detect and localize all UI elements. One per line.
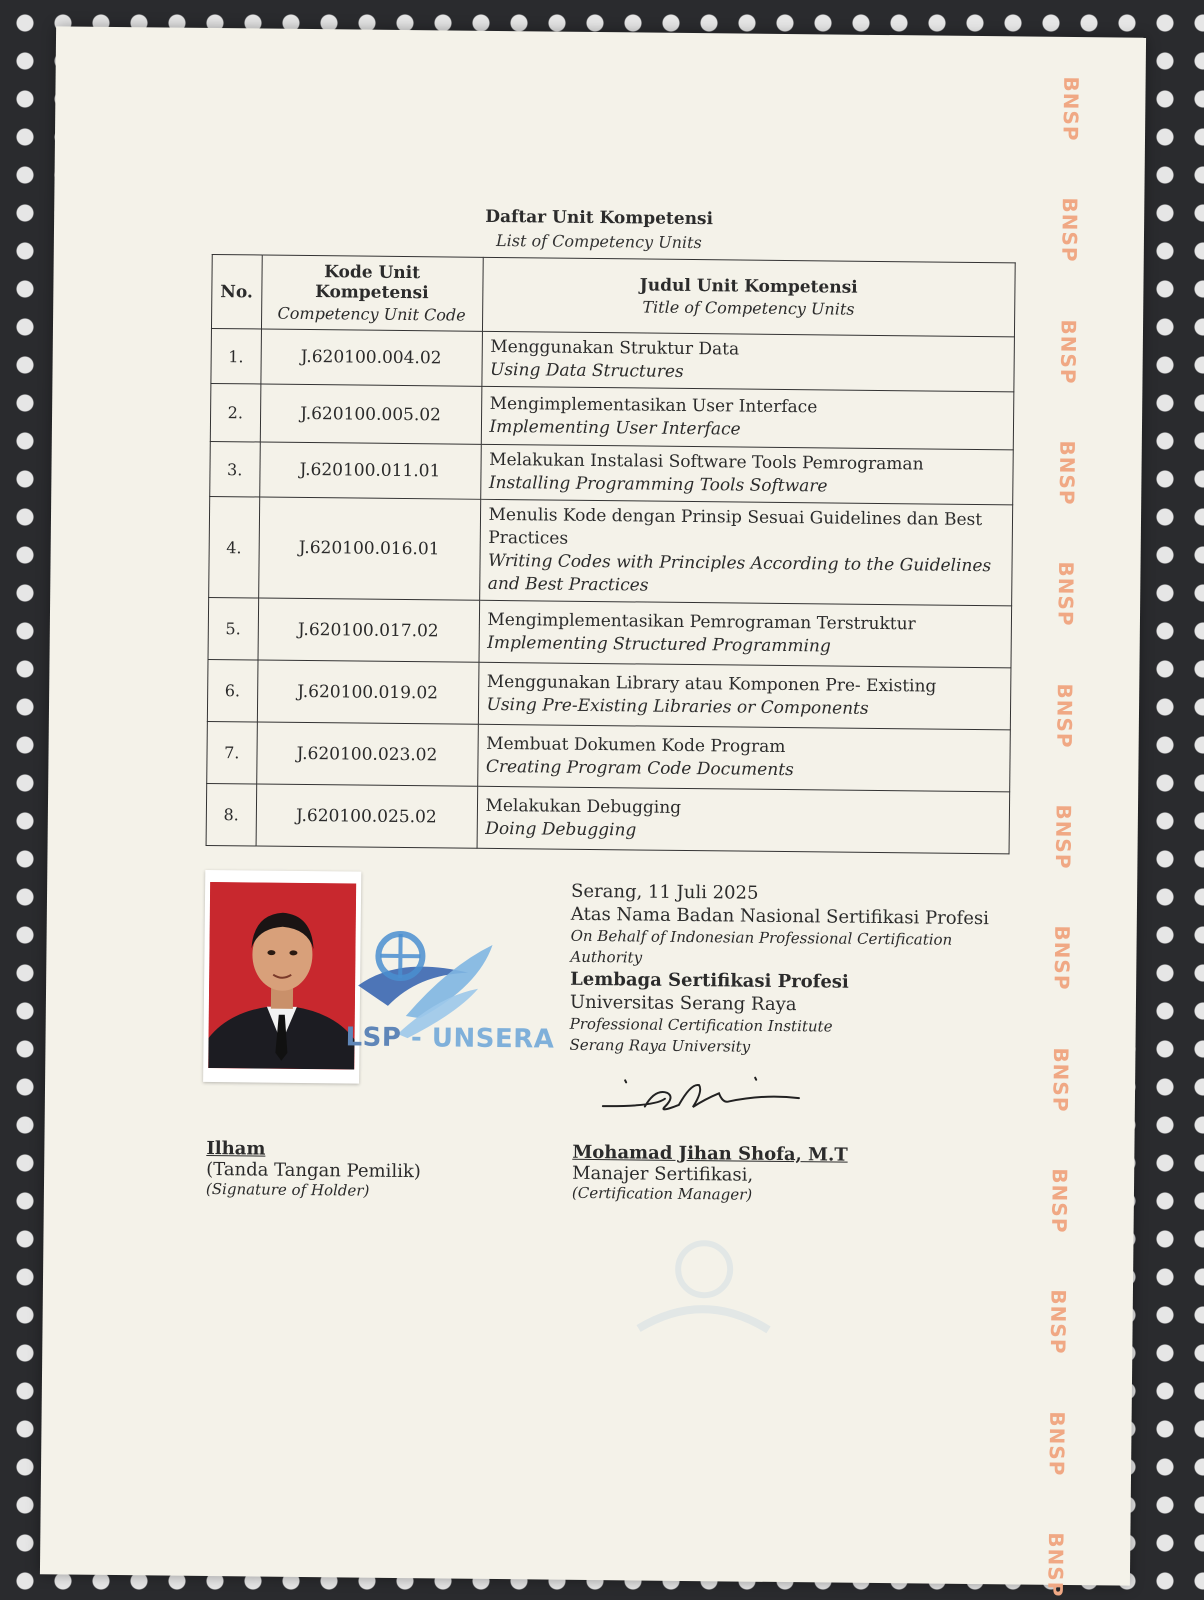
- unit-title-id: Menggunakan Struktur Data: [490, 336, 740, 360]
- unit-title-en: Using Data Structures: [489, 359, 684, 382]
- institution-name-en: Professional Certification Institute: [569, 1014, 833, 1036]
- unit-number: 1.: [211, 328, 261, 384]
- bnsp-watermark-text: BNSP: [1046, 1289, 1071, 1355]
- unit-code: J.620100.025.02: [256, 784, 478, 848]
- unit-code: J.620100.016.01: [258, 497, 480, 600]
- bnsp-watermark-text: BNSP: [1047, 1168, 1073, 1234]
- bnsp-watermark-strip: [1036, 76, 1091, 1598]
- competency-units-table: [206, 254, 1016, 854]
- unit-title-id: Menggunakan Library atau Komponen Pre- Existing: [486, 671, 937, 697]
- issuance-block: [569, 880, 1001, 1060]
- bnsp-watermark-text: BNSP: [1057, 197, 1083, 263]
- behalf-text-en: On Behalf of Indonesian Professional Certification Authority: [570, 926, 953, 967]
- unit-title: [478, 600, 1011, 668]
- unit-title-en: Writing Codes with Principles According to the Guidelines and Best Practices: [487, 550, 992, 596]
- bnsp-watermark-text: BNSP: [1048, 1046, 1074, 1113]
- manager-name: Mohamad Jihan Shofa, M.T: [572, 1141, 848, 1166]
- manager-title-en: (Certification Manager): [571, 1183, 753, 1204]
- unit-title-en: Installing Programming Tools Software: [488, 472, 828, 497]
- faint-logo-watermark: [618, 1228, 789, 1350]
- unit-title-id: Melakukan Debugging: [485, 795, 682, 818]
- unit-title-en: Creating Program Code Documents: [485, 756, 794, 780]
- table-row: [207, 659, 1011, 729]
- unit-number: 6.: [207, 659, 257, 722]
- unit-code: J.620100.023.02: [256, 722, 478, 786]
- behalf-text: Atas Nama Badan Nasional Sertifikasi Profesi: [570, 903, 990, 930]
- bnsp-watermark-text: BNSP: [1050, 925, 1075, 991]
- bnsp-watermark-text: BNSP: [1052, 682, 1078, 749]
- unit-title-en: Implementing Structured Programming: [487, 632, 831, 656]
- table-row: [207, 721, 1011, 791]
- table-row: [210, 441, 1014, 504]
- institution-name: Lembaga Sertifikasi Profesi: [570, 968, 849, 993]
- unit-title: [480, 444, 1013, 505]
- unit-title-id: Membuat Dokumen Kode Program: [486, 733, 786, 757]
- column-header-no: No.: [211, 254, 261, 329]
- lsp-unsera-logo-text: LSP - UNSERA: [345, 1022, 555, 1055]
- unit-title: [478, 662, 1011, 730]
- bnsp-watermark-text: BNSP: [1051, 804, 1077, 870]
- unit-title-id: Menulis Kode dengan Prinsip Sesuai Guidelines dan Best Practices: [488, 504, 983, 549]
- certificate-page: [40, 26, 1146, 1598]
- manager-signature-block: [572, 1142, 848, 1205]
- unit-code: J.620100.004.02: [260, 329, 482, 386]
- bnsp-watermark-text: BNSP: [1045, 1410, 1070, 1477]
- manager-title: Manajer Sertifikasi,: [572, 1162, 754, 1186]
- table-header-row: [211, 254, 1015, 336]
- unit-title-id: Melakukan Instalasi Software Tools Pemrograman: [489, 449, 924, 475]
- column-header-code: Kode Unit Kompetensi Competency Unit Code: [261, 255, 483, 331]
- bnsp-watermark-text: BNSP: [1058, 76, 1084, 142]
- university-name-en: Serang Raya University: [569, 1035, 751, 1056]
- university-name: Universitas Serang Raya: [569, 991, 797, 1016]
- unit-number: 3.: [210, 441, 260, 497]
- bnsp-watermark-text: BNSP: [1053, 561, 1079, 627]
- unit-title: [479, 499, 1013, 606]
- unit-title-en: Doing Debugging: [485, 818, 637, 840]
- unit-code: J.620100.011.01: [259, 442, 481, 499]
- document-heading: [54, 202, 1144, 256]
- unit-title: [481, 386, 1014, 450]
- holder-signature-label-en: (Signature of Holder): [205, 1179, 370, 1200]
- unit-title-en: Using Pre-Existing Libraries or Components: [486, 694, 869, 719]
- column-header-title: Judul Unit Kompetensi Title of Competency Units: [482, 257, 1015, 337]
- table-row: [209, 496, 1013, 605]
- manager-handwritten-signature: [595, 1062, 806, 1124]
- unit-title: [477, 786, 1010, 854]
- bnsp-watermark-text: BNSP: [1043, 1532, 1069, 1598]
- unit-title: [481, 331, 1014, 392]
- document-title: Daftar Unit Kompetensi: [485, 206, 714, 230]
- unit-number: 2.: [210, 383, 260, 442]
- unit-code: J.620100.005.02: [260, 384, 482, 444]
- unit-title-id: Mengimplementasikan User Interface: [489, 393, 818, 417]
- table-row: [208, 597, 1012, 667]
- bnsp-watermark-text: BNSP: [1055, 440, 1080, 506]
- unit-number: 8.: [206, 783, 256, 846]
- document-subtitle: List of Competency Units: [495, 230, 702, 253]
- bnsp-watermark-text: BNSP: [1056, 318, 1082, 385]
- issue-place-date: Serang, 11 Juli 2025: [570, 880, 759, 904]
- unit-title-en: Implementing User Interface: [489, 416, 741, 440]
- holder-signature-block: [206, 1138, 421, 1200]
- unit-title-id: Mengimplementasikan Pemrograman Terstruktur: [487, 609, 916, 634]
- table-row: [210, 383, 1014, 449]
- unit-number: 7.: [207, 721, 257, 784]
- unit-number: 4.: [209, 496, 260, 598]
- table-row: [206, 783, 1010, 853]
- unit-title: [477, 724, 1010, 792]
- unit-number: 5.: [208, 597, 258, 660]
- holder-signature-label: (Tanda Tangan Pemilik): [206, 1158, 421, 1183]
- unit-code: J.620100.017.02: [258, 598, 480, 662]
- holder-name: Ilham: [206, 1137, 266, 1160]
- table-row: [211, 328, 1015, 391]
- unit-code: J.620100.019.02: [257, 660, 479, 724]
